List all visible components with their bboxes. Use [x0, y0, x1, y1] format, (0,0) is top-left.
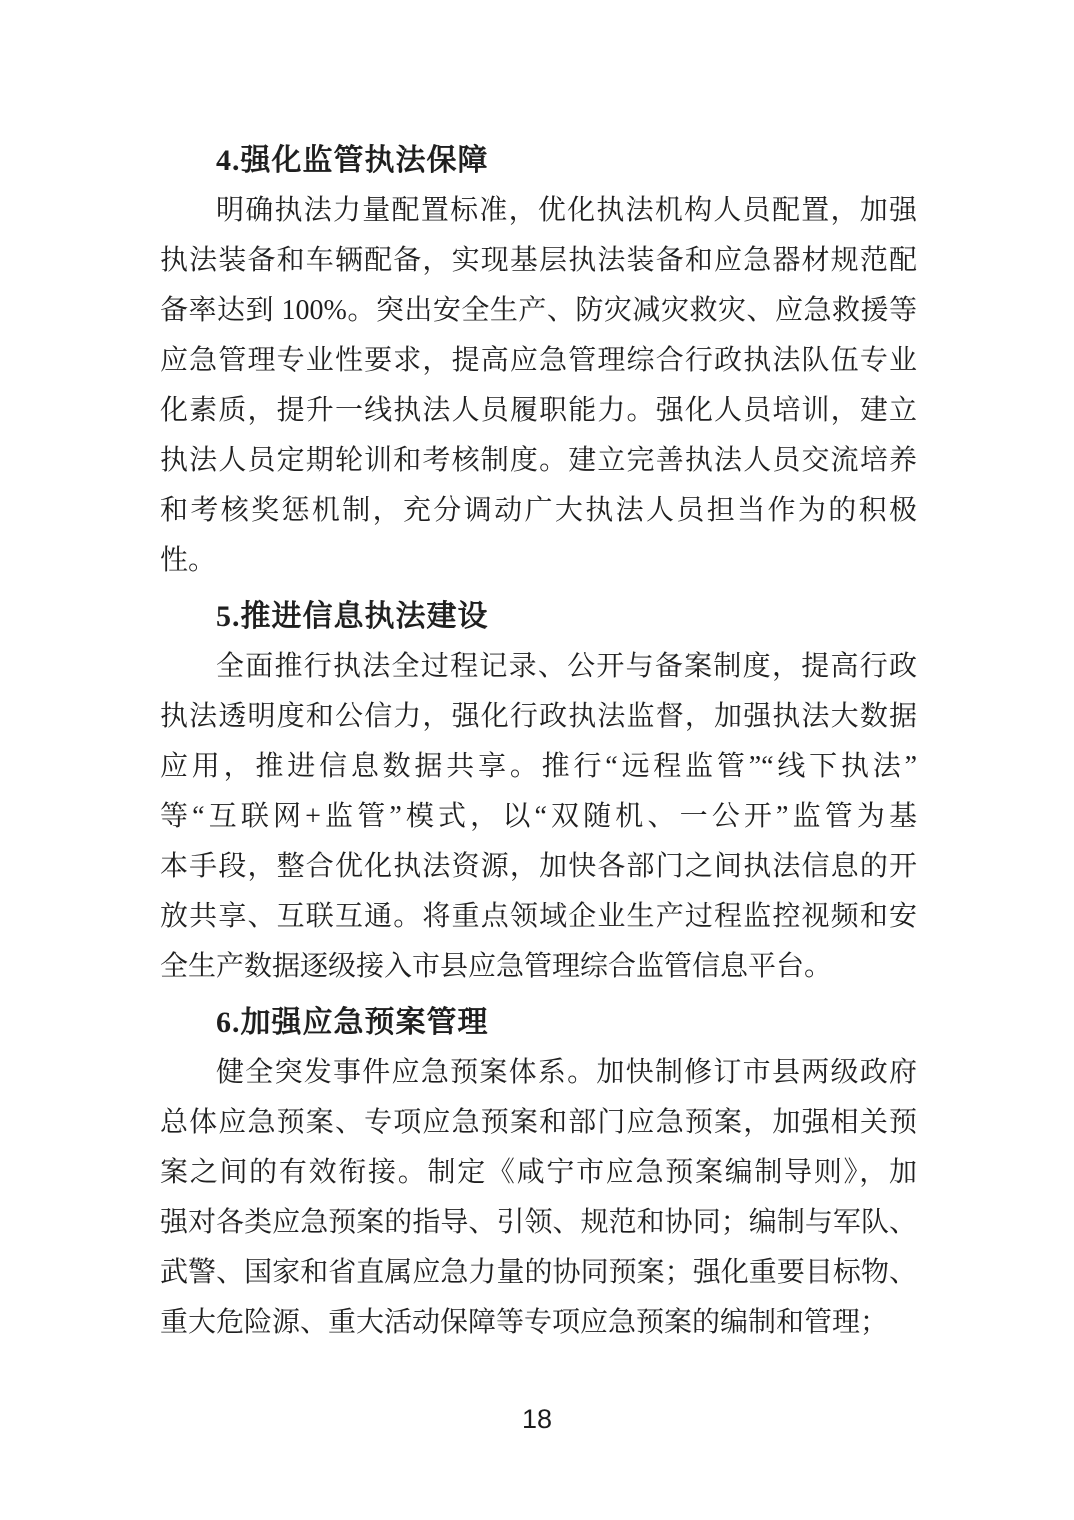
- paragraph-line: 强对各类应急预案的指导、引领、规范和协同；编制与军队、: [160, 1207, 917, 1238]
- paragraph-line: 明确执法力量配置标准，优化执法机构人员配置，加强: [216, 195, 917, 226]
- document-section: [160, 136, 917, 586]
- paragraph-line: 和考核奖惩机制，充分调动广大执法人员担当作为的积极: [160, 495, 917, 526]
- paragraph-line: 全生产数据逐级接入市县应急管理综合监管信息平台。: [160, 951, 833, 982]
- section-heading: 5.推进信息执法建设: [216, 600, 489, 633]
- paragraph-line: 执法透明度和公信力，强化行政执法监督，加强执法大数据: [160, 701, 917, 732]
- paragraph-line: 等“互联网+监管”模式，以“双随机、一公开”监管为基: [160, 801, 917, 832]
- paragraph-line: 重大危险源、重大活动保障等专项应急预案的编制和管理；: [160, 1307, 889, 1338]
- paragraph-line: 执法装备和车辆配备，实现基层执法装备和应急器材规范配: [160, 245, 917, 276]
- paragraph-line: 放共享、互联互通。将重点领域企业生产过程监控视频和安: [160, 901, 917, 932]
- paragraph-line: 健全突发事件应急预案体系。加快制修订市县两级政府: [216, 1057, 917, 1088]
- paragraph-line: 案之间的有效衔接。制定《咸宁市应急预案编制导则》，加: [160, 1157, 917, 1188]
- page-number: 18: [521, 1404, 553, 1434]
- paragraph-line: 性。: [160, 545, 217, 576]
- paragraph-line: 全面推行执法全过程记录、公开与备案制度，提高行政: [216, 651, 917, 682]
- document-section: [160, 998, 917, 1348]
- paragraph-line: 本手段，整合优化执法资源，加快各部门之间执法信息的开: [160, 851, 917, 882]
- paragraph-line: 应用，推进信息数据共享。推行“远程监管”“线下执法”: [160, 751, 917, 782]
- paragraph-line: 总体应急预案、专项应急预案和部门应急预案，加强相关预: [160, 1107, 917, 1138]
- document-section: [160, 592, 917, 992]
- paragraph-line: 备率达到 100%。突出安全生产、防灾减灾救灾、应急救援等: [160, 295, 917, 326]
- section-heading: 4.强化监管执法保障: [216, 144, 489, 177]
- section-heading: 6.加强应急预案管理: [216, 1006, 489, 1039]
- paragraph-line: 执法人员定期轮训和考核制度。建立完善执法人员交流培养: [160, 445, 917, 476]
- paragraph-line: 应急管理专业性要求，提高应急管理综合行政执法队伍专业: [160, 345, 917, 376]
- document-content: [160, 136, 917, 1348]
- paragraph-line: 化素质，提升一线执法人员履职能力。强化人员培训，建立: [160, 395, 917, 426]
- paragraph-line: 武警、国家和省直属应急力量的协同预案；强化重要目标物、: [160, 1257, 917, 1288]
